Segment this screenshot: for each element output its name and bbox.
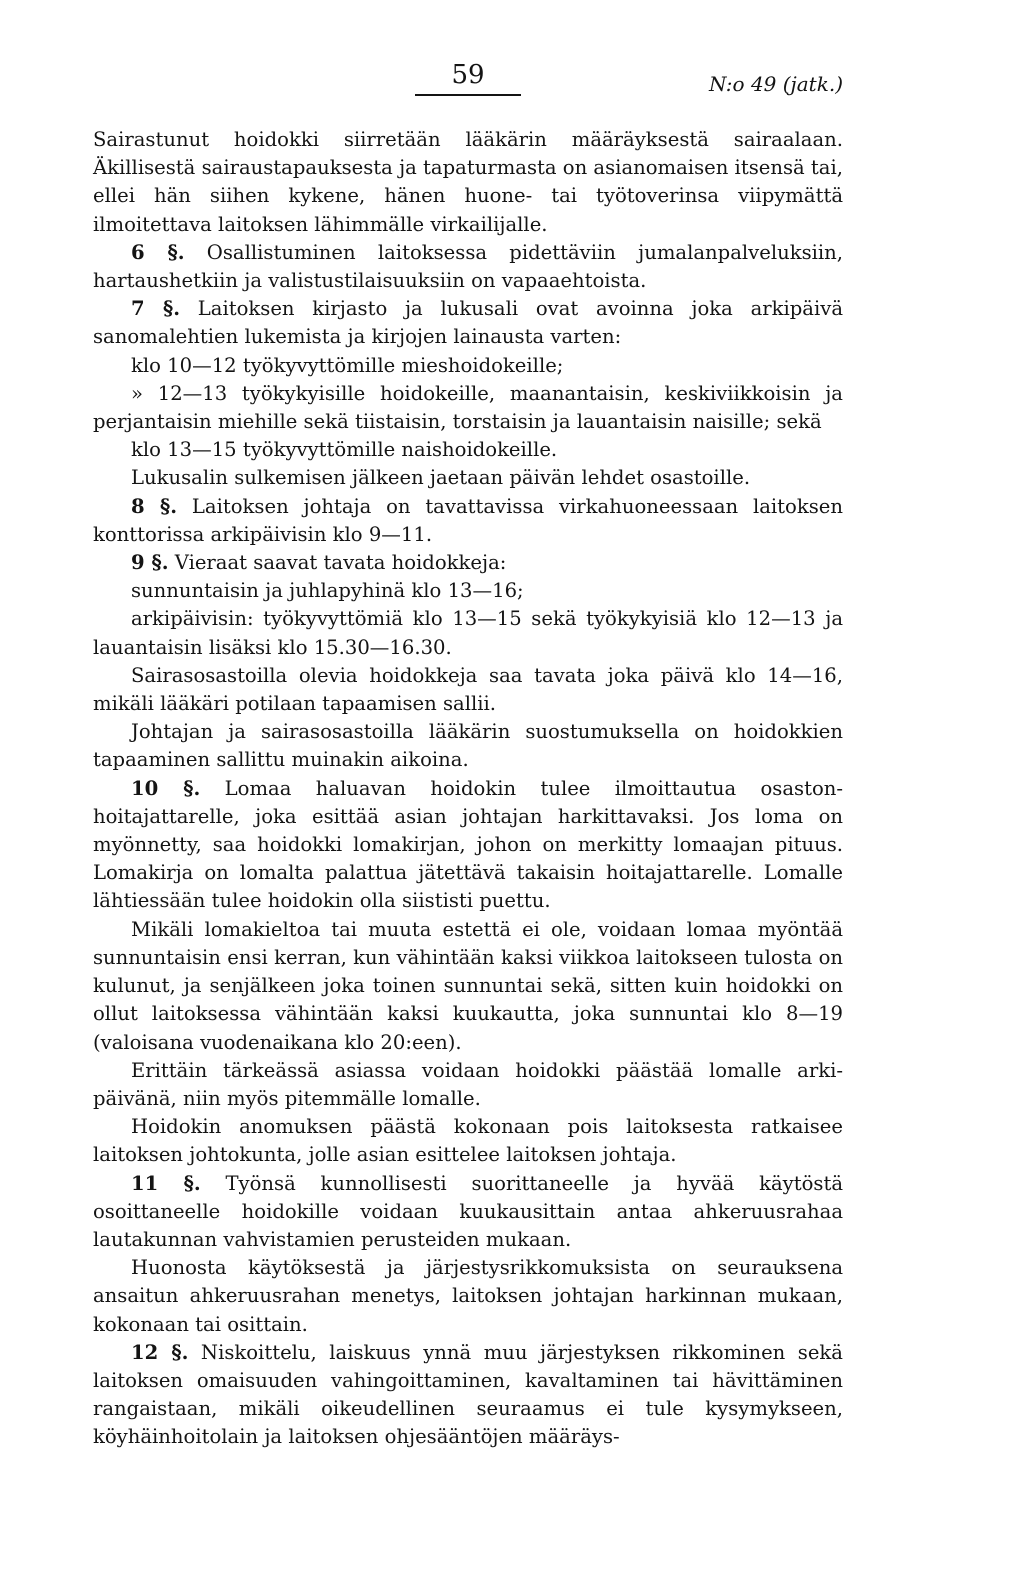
paragraph — [93, 916, 843, 1057]
paragraph — [93, 380, 843, 436]
paragraph — [93, 662, 843, 718]
paragraph-text: Lukusalin sulkemisen jälkeen jaetaan päivän lehdet osastoille. — [131, 466, 751, 490]
paragraph-text: Laitoksen johtaja on tavattavissa virkahuoneessaan laitoksen konttorissa arkipäivisin klo 9—11. — [93, 494, 843, 546]
paragraph — [93, 436, 843, 464]
paragraph — [93, 295, 843, 351]
paragraph — [93, 126, 843, 239]
paragraph-text: Työnsä kunnollisesti suorittaneelle ja hyvää käytöstä osoittaneelle hoidokille voidaan kuukausittain antaa ahkeruusrahaa lautakunnan vahvistamien perusteiden mukaan. — [93, 1171, 843, 1251]
page-header — [93, 60, 843, 126]
paragraph-text: klo 10—12 työkyvyttömille mieshoidokeille; — [131, 353, 564, 377]
paragraph-text: Hoidokin anomuksen päästä kokonaan pois laitoksesta ratkaisee laitoksen johtokunta, jolle asian esittelee laitoksen johtaja. — [93, 1115, 843, 1167]
section-number: 9 §. — [131, 551, 169, 575]
paragraph-text: Vieraat saavat tavata hoidokkeja: — [174, 551, 507, 575]
paragraph-text: Osallistuminen laitoksessa pidettäviin jumalanpalveluksiin, hartaushetkiin ja valistustilaisuuksiin on vapaaehtoista. — [93, 240, 844, 293]
document-page — [93, 60, 843, 1452]
paragraph-text: Sairastunut hoidokki siirretään lääkärin määräyksestä sairaalaan. Äkillisestä sairaustapauksesta ja tapaturmasta on asianomaisen itsensä tai, ellei hän siihen kykene, hänen huone- tai työtoverinsa viipymättä ilmoitettava laitoksen lähimmälle virkailijalle. — [93, 128, 843, 236]
paragraph — [93, 1057, 843, 1113]
paragraph — [93, 1170, 843, 1255]
paragraph — [93, 577, 843, 605]
paragraph-text: Huonosta käytöksestä ja järjestysrikkomuksista on seurauksena ansaitun ahkeruusrahan menetys, laitoksen johtajan harkinnan mukaan, kokonaan tai osittain. — [93, 1256, 843, 1336]
paragraph-text: Erittäin tärkeässä asiassa voidaan hoidokki päästää lomalle arkipäivänä, niin myös pitemmälle lomalle. — [93, 1058, 843, 1110]
section-number: 6 §. — [131, 240, 185, 264]
paragraph-text: sunnuntaisin ja juhlapyhinä klo 13—16; — [131, 579, 524, 603]
running-head: N:o 49 (jatk.) — [709, 72, 843, 96]
body-text — [93, 126, 843, 1452]
paragraph-text: Lomaa haluavan hoidokin tulee ilmoittautua osastonhoitajattarelle, joka esittää asian johtajan harkittavaksi. Jos loma on myönnetty, saa hoidokki lomakirjan, johon on merkitty lomaajan pituus. Lomakirja on lomalta palattua jätettävä takaisin hoitajattarelle. Lomalle lähtiessään tulee hoidokin olla siististi puettu. — [93, 776, 844, 913]
paragraph — [93, 549, 843, 577]
header-rule — [415, 94, 521, 96]
paragraph — [93, 605, 843, 661]
section-number: 10 §. — [131, 776, 201, 800]
section-number: 7 §. — [131, 297, 181, 321]
paragraph-text: Johtajan ja sairasosastoilla lääkärin suostumuksella on hoidokkien tapaaminen sallittu muinakin aikoina. — [93, 720, 843, 772]
paragraph — [93, 352, 843, 380]
paragraph — [93, 464, 843, 492]
paragraph — [93, 493, 843, 549]
paragraph — [93, 1339, 843, 1452]
paragraph — [93, 239, 843, 295]
section-number: 8 §. — [131, 494, 178, 518]
paragraph-text: Mikäli lomakieltoa tai muuta estettä ei ole, voidaan lomaa myöntää sunnuntaisin ensi kerran, kun vähintään kaksi viikkoa laitokseen tulosta on kulunut, ja senjälkeen joka toinen sunnuntai sekä, sitten kuin hoidokki on ollut laitoksessa vähintään kaksi kuukautta, joka sunnuntai klo 8—19 (valoisana vuodenaikana klo 20:een). — [93, 917, 843, 1054]
paragraph — [93, 775, 843, 916]
paragraph — [93, 718, 843, 774]
section-number: 11 §. — [131, 1171, 201, 1195]
paragraph — [93, 1113, 843, 1169]
paragraph-text: » 12—13 työkykyisille hoidokeille, maanantaisin, keskiviikkoisin ja perjantaisin miehille sekä tiistaisin, torstaisin ja lauantaisin naisille; sekä — [93, 381, 843, 434]
paragraph-text: Laitoksen kirjasto ja lukusali ovat avoinna joka arkipäivä sanomalehtien lukemista ja kirjojen lainausta varten: — [93, 297, 844, 349]
paragraph-text: Sairasosastoilla olevia hoidokkeja saa tavata joka päivä klo 14—16, mikäli lääkäri potilaan tapaamisen sallii. — [93, 663, 843, 716]
paragraph-text: arkipäivisin: työkyvyttömiä klo 13—15 sekä työkykyisiä klo 12—13 ja lauantaisin lisäksi klo 15.30—16.30. — [93, 607, 843, 659]
section-number: 12 §. — [131, 1340, 189, 1364]
paragraph-text: Niskoittelu, laiskuus ynnä muu järjestyksen rikkominen sekä laitoksen omaisuuden vahingoittaminen, kavaltaminen tai hävittäminen rangaistaan, mikäli oikeudellinen seuraamus ei tule kysymykseen, köyhäinhoitolain ja laitoksen ohjesääntöjen määräys- — [93, 1340, 843, 1449]
paragraph — [93, 1254, 843, 1339]
page-number: 59 — [451, 60, 485, 90]
paragraph-text: klo 13—15 työkyvyttömille naishoidokeille. — [131, 438, 558, 462]
